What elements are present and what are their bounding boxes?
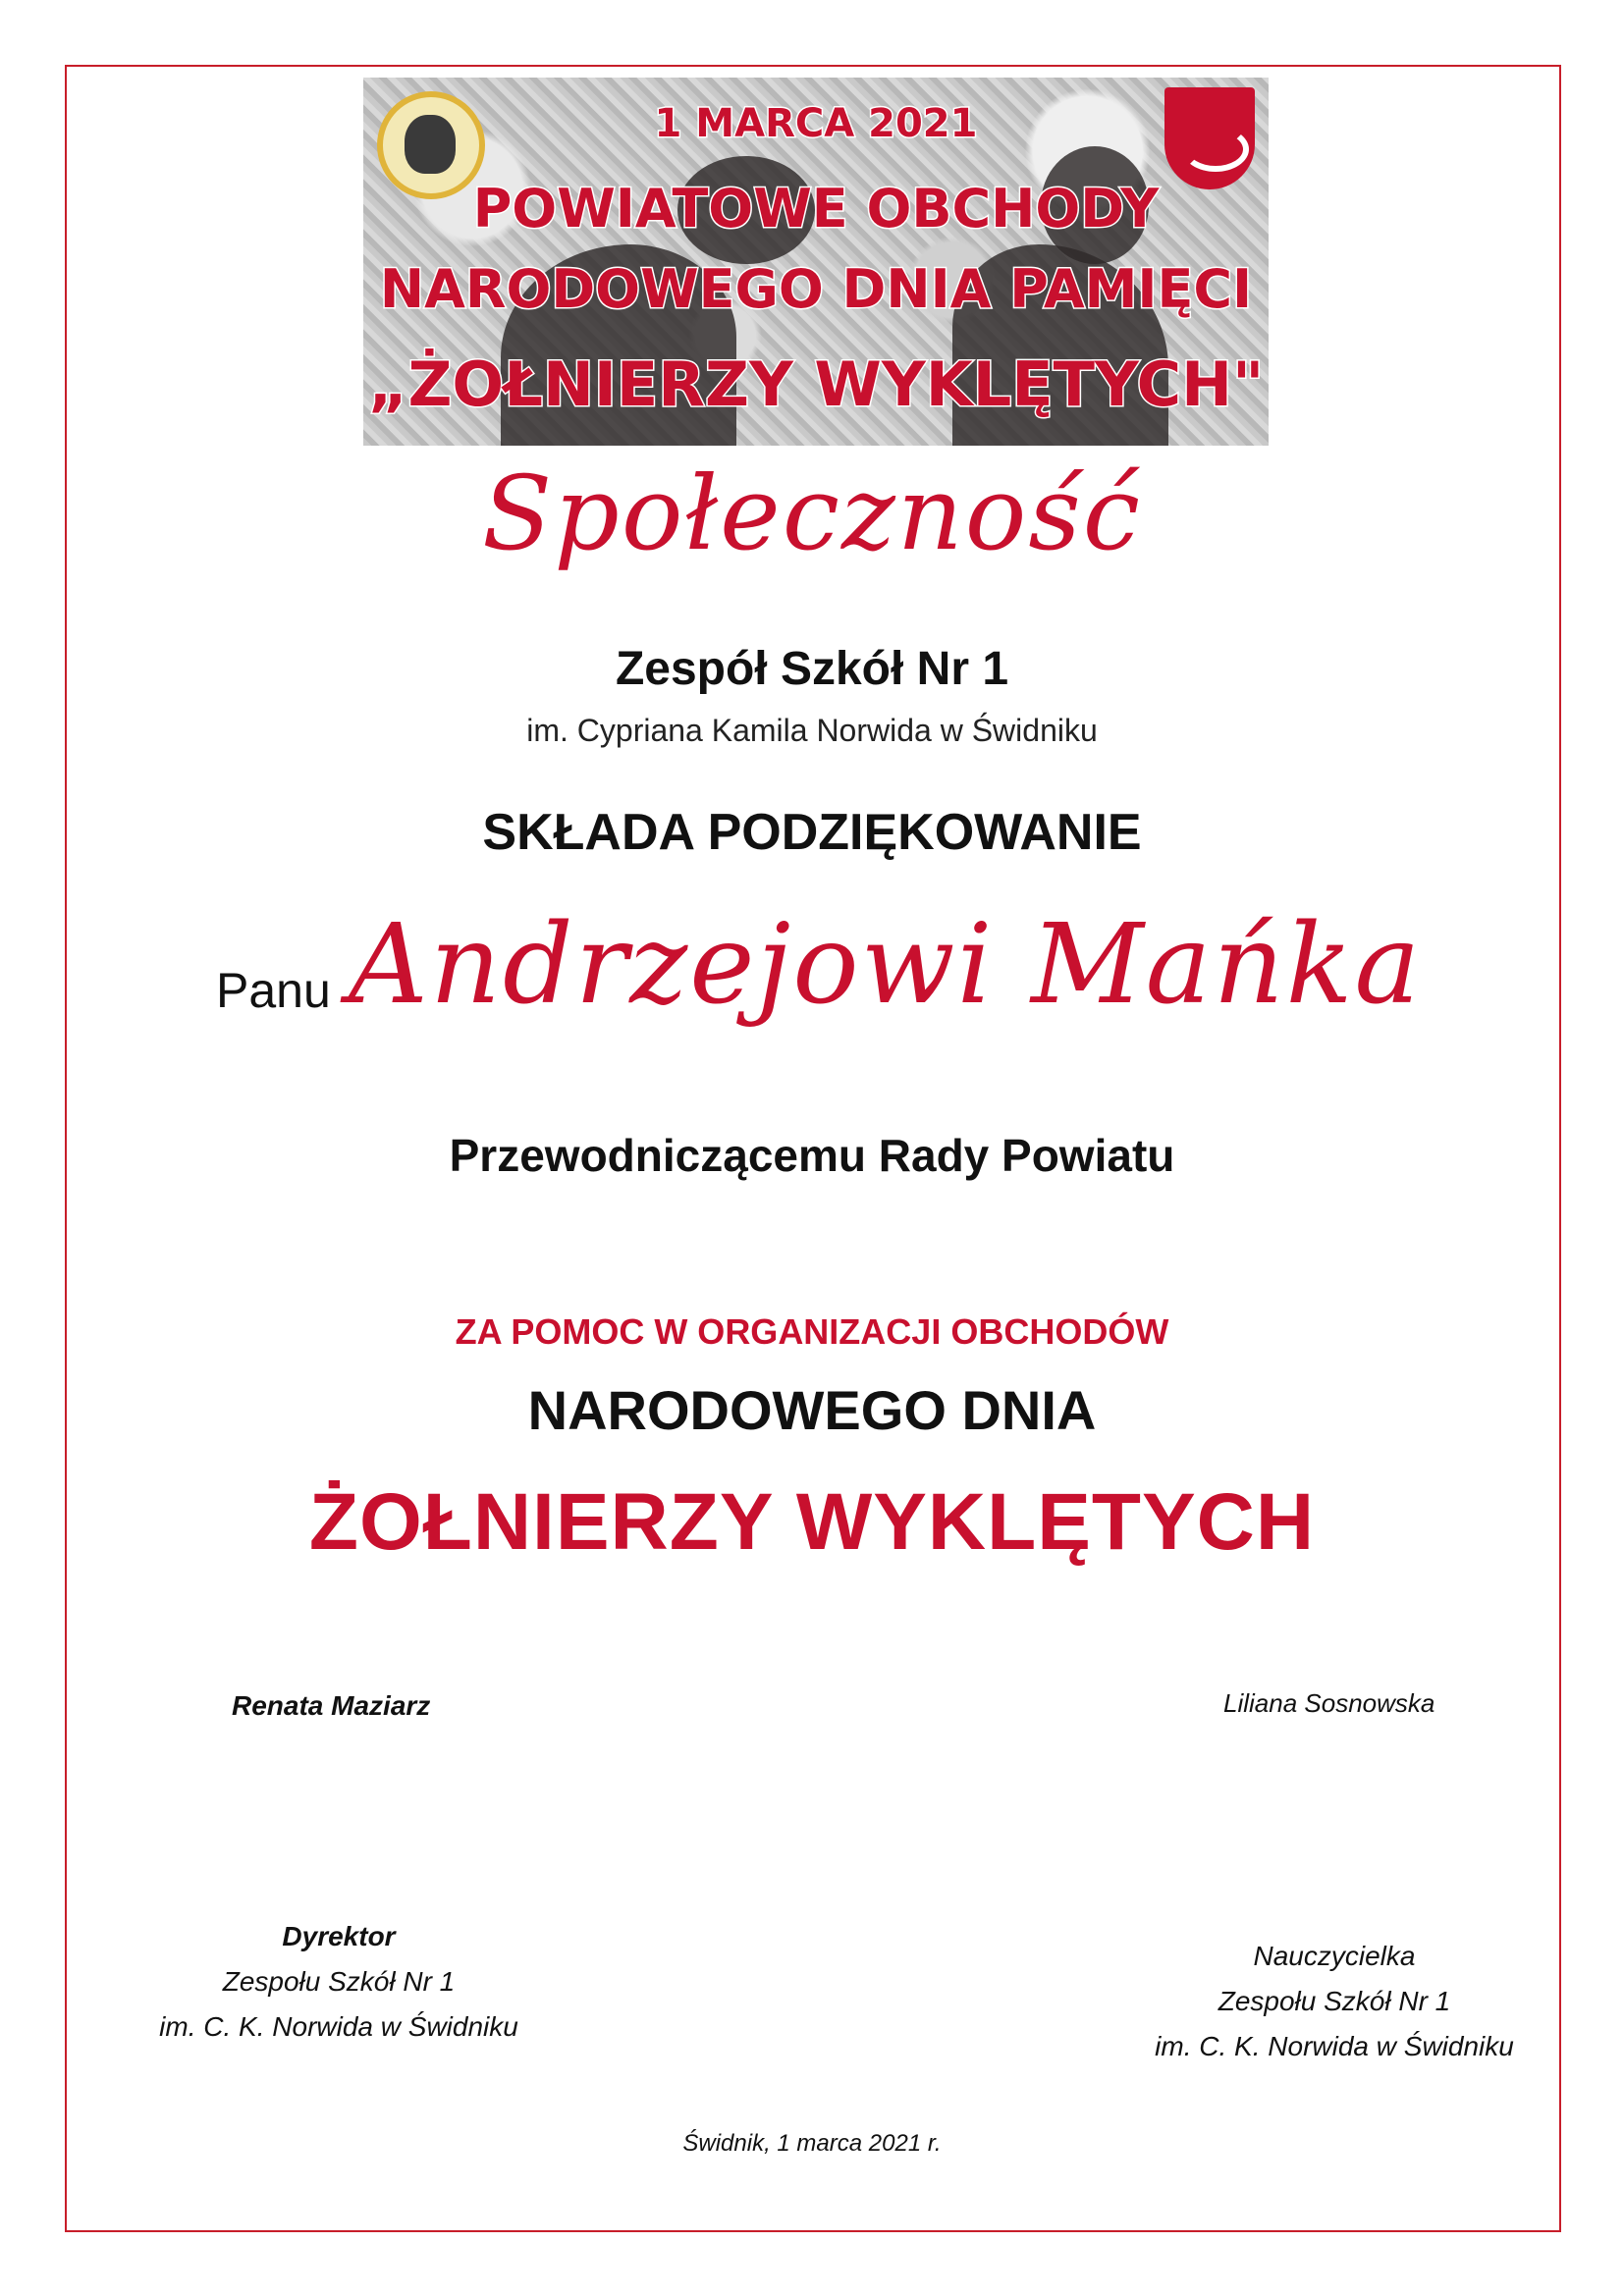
signature-left-title: Dyrektor [282, 1921, 396, 1951]
event-banner-image [363, 78, 1269, 446]
reason-line-1: ZA POMOC W ORGANIZACJI OBCHODÓW [455, 1311, 1169, 1352]
document-date: Świdnik, 1 marca 2021 r. [682, 2130, 942, 2157]
reason-line-2: NARODOWEGO DNIA [527, 1379, 1097, 1441]
banner-line-4: „ŻOŁNIERZY WYKLĘTYCH" [367, 348, 1265, 420]
signature-left-block [128, 1914, 550, 2050]
school-name: Zespół Szkół Nr 1 [615, 643, 1009, 695]
banner-date: 1 MARCA 2021 [654, 101, 978, 146]
banner-line-2: POWIATOWE OBCHODY [472, 178, 1160, 240]
community-heading: Społeczność [482, 454, 1142, 573]
signature-left-name: Renata Maziarz [232, 1690, 431, 1721]
school-subtitle: im. Cypriana Kamila Norwida w Świdniku [526, 713, 1098, 748]
signature-right-title: Nauczycielka [1253, 1941, 1416, 1971]
signature-right-name: Liliana Sosnowska [1223, 1688, 1435, 1718]
recipient-name: Andrzejowi Mańka [349, 901, 1423, 1029]
signature-right-line-2: Zespołu Szkół Nr 1 [1218, 1986, 1451, 2016]
signature-right-block [1123, 1934, 1545, 2069]
signature-right-line-3: im. C. K. Norwida w Świdniku [1155, 2031, 1514, 2061]
signature-left-line-3: im. C. K. Norwida w Świdniku [159, 2011, 518, 2042]
reason-line-3: ŻOŁNIERZY WYKLĘTYCH [308, 1477, 1316, 1567]
banner-line-3: NARODOWEGO DNIA PAMIĘCI [379, 258, 1253, 320]
thanks-heading: SKŁADA PODZIĘKOWANIE [482, 804, 1142, 861]
recipient-role: Przewodniczącemu Rady Powiatu [449, 1130, 1175, 1181]
recipient-salutation: Panu [216, 963, 331, 1018]
signature-left-line-2: Zespołu Szkół Nr 1 [222, 1966, 456, 1997]
